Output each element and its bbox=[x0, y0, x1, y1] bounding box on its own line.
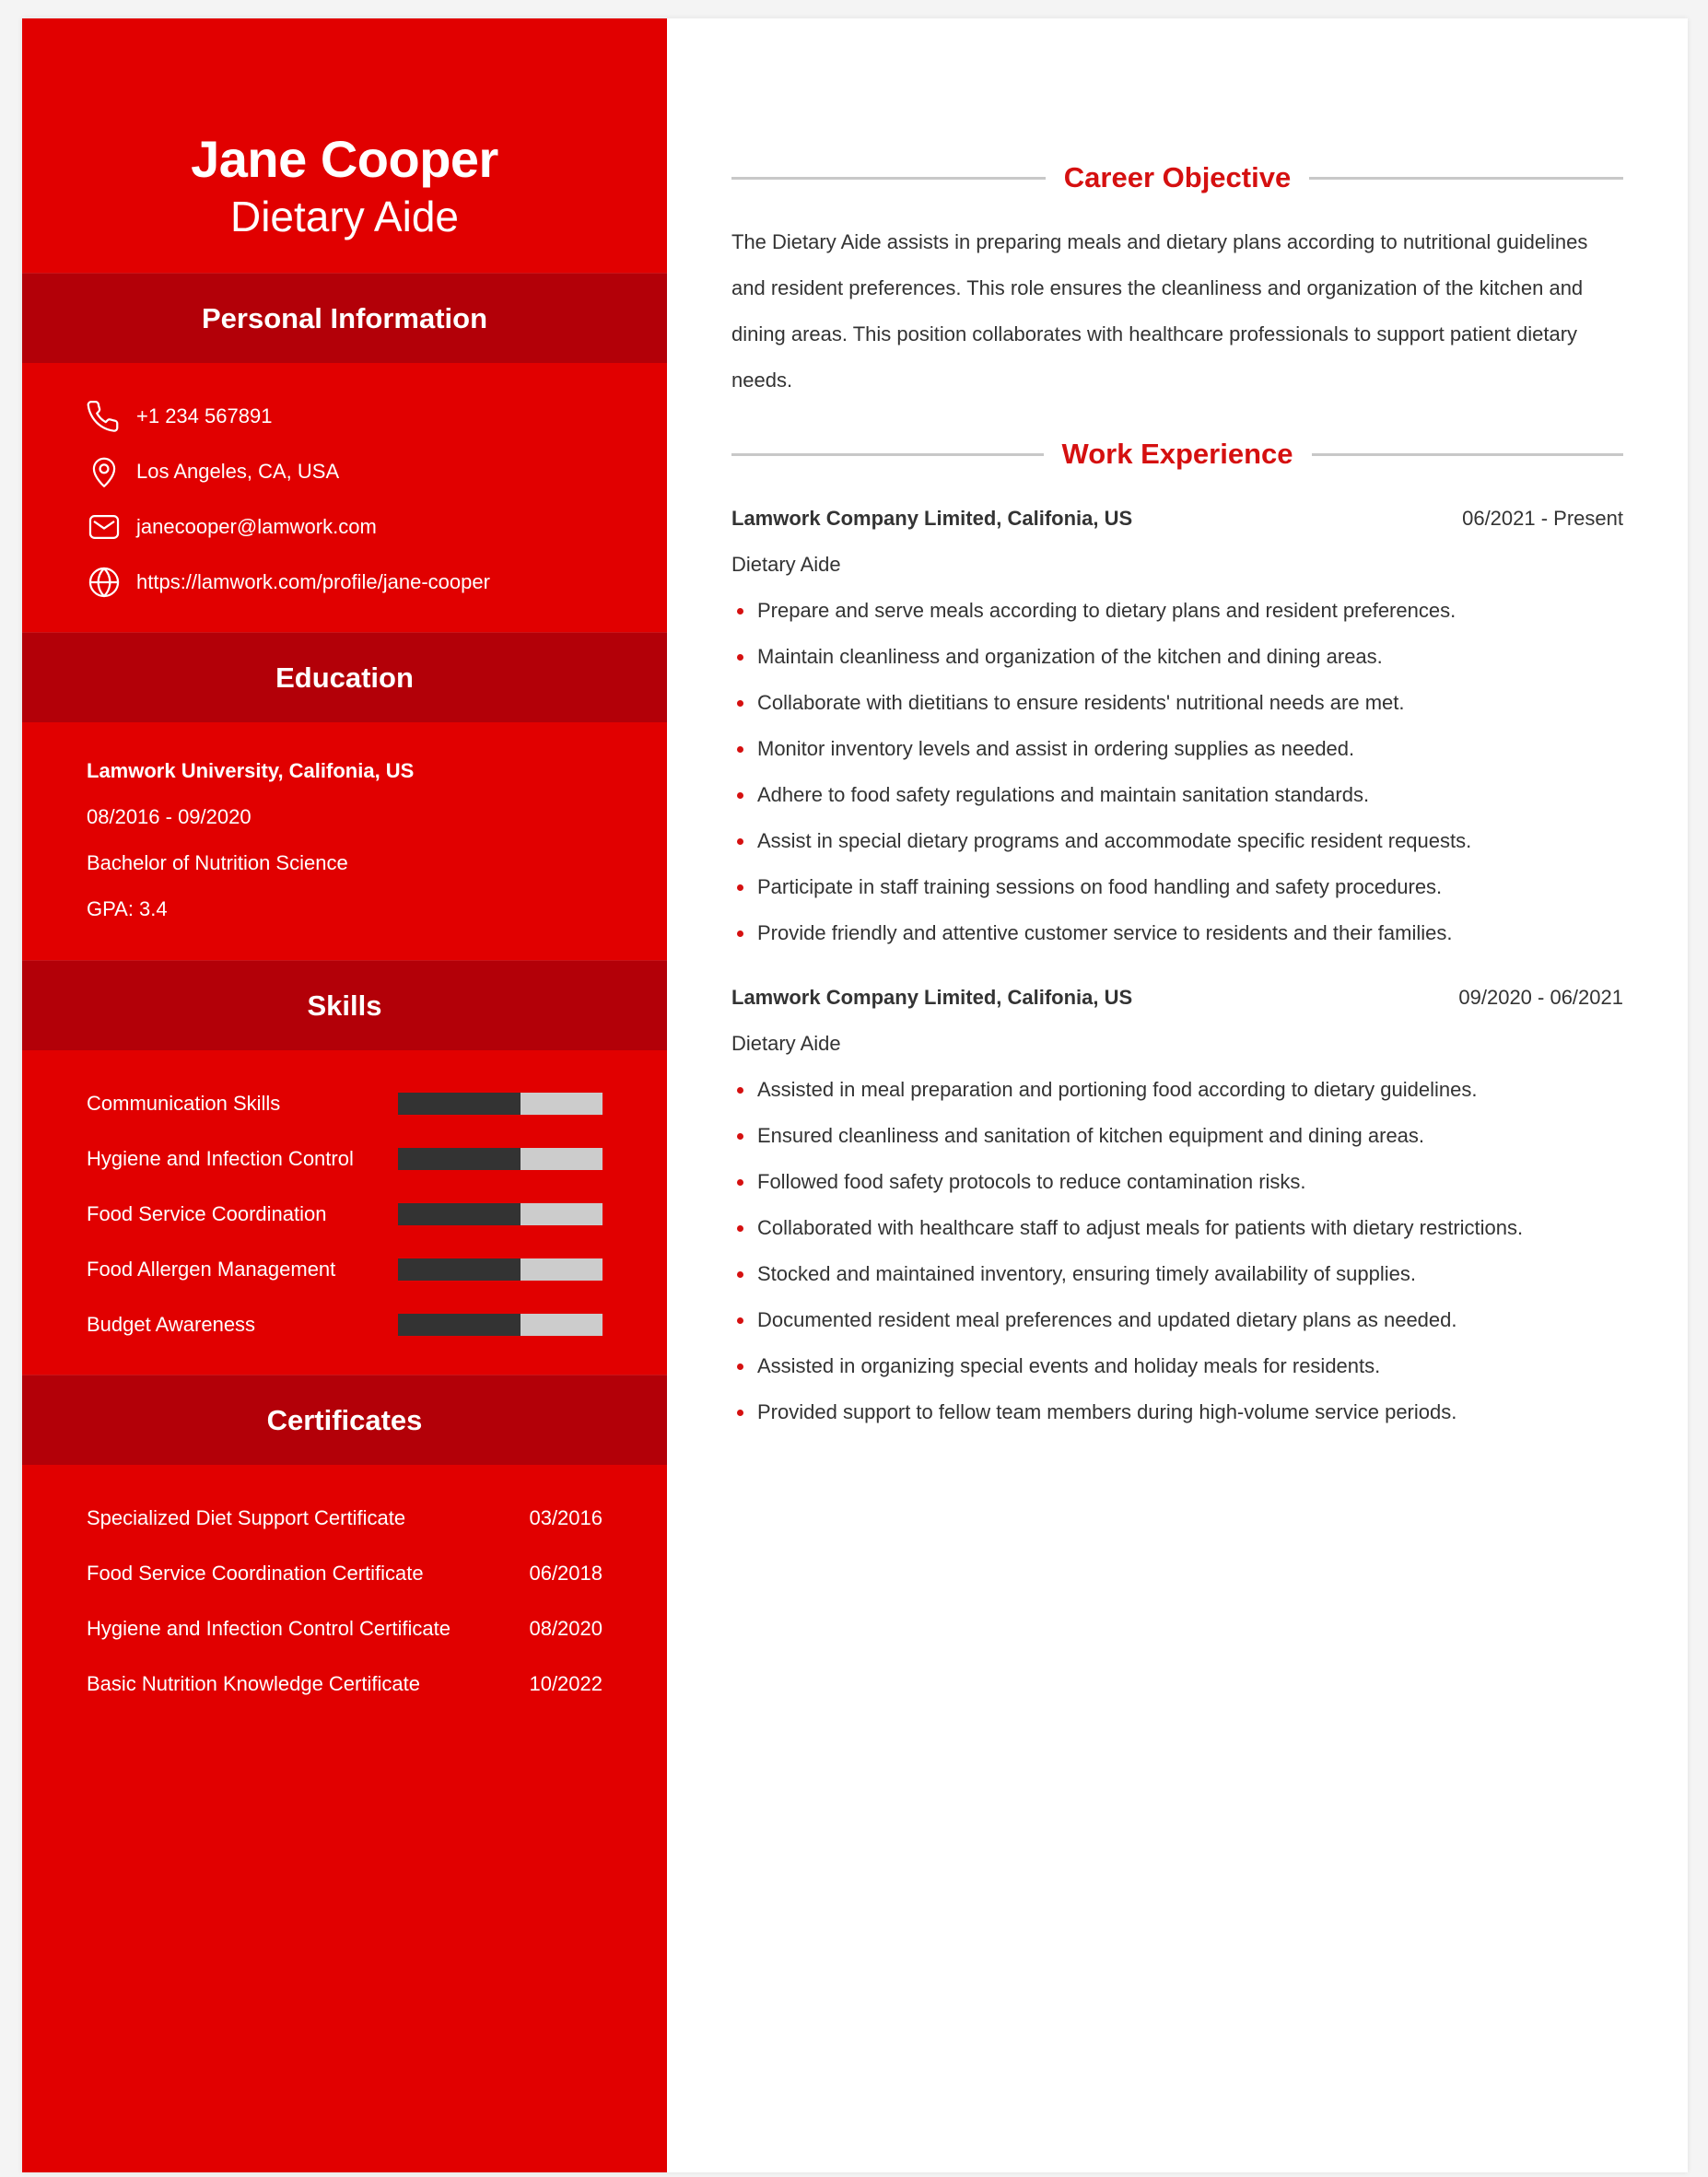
career-objective-heading bbox=[731, 155, 1623, 201]
divider bbox=[1312, 453, 1624, 456]
education-block bbox=[22, 722, 667, 960]
skill-bar-fill bbox=[398, 1148, 521, 1170]
skill-bar-fill bbox=[398, 1203, 521, 1225]
candidate-title: Dietary Aide bbox=[229, 193, 459, 240]
duty-item: Assisted in meal preparation and portioning food according to dietary guidelines. bbox=[731, 1067, 1623, 1113]
location-text: Los Angeles, CA, USA bbox=[136, 460, 340, 483]
skill-bar bbox=[398, 1203, 602, 1225]
job-header bbox=[731, 496, 1623, 542]
section-title: Work Experience bbox=[1061, 438, 1293, 470]
location-pin-icon bbox=[87, 454, 122, 489]
duty-item: Provided support to fellow team members during high-volume service periods. bbox=[731, 1389, 1623, 1435]
duty-item: Followed food safety protocols to reduce contamination risks. bbox=[731, 1159, 1623, 1205]
contact-email bbox=[87, 499, 667, 555]
contact-website bbox=[87, 555, 667, 610]
certificate-name: Basic Nutrition Knowledge Certificate bbox=[87, 1672, 420, 1695]
job-duties bbox=[731, 588, 1623, 956]
certificate-item bbox=[87, 1656, 602, 1712]
career-objective-text: The Dietary Aide assists in preparing meals and dietary plans according to nutritional guidelines and resident preferences. This role ensures the cleanliness and organization of the kitchen and dining areas. This position collaborates with healthcare professionals to support patient dietary needs. bbox=[731, 230, 1588, 392]
duty-item: Collaborated with healthcare staff to adjust meals for patients with dietary restrictions. bbox=[731, 1205, 1623, 1251]
certificate-name: Food Service Coordination Certificate bbox=[87, 1562, 424, 1585]
skill-bar bbox=[398, 1093, 602, 1115]
duty-item: Maintain cleanliness and organization of the kitchen and dining areas. bbox=[731, 634, 1623, 680]
education-heading: Education bbox=[22, 632, 667, 722]
certificate-date: 06/2018 bbox=[529, 1562, 602, 1585]
education-school: Lamwork University, Califonia, US bbox=[87, 759, 415, 782]
skill-item bbox=[87, 1297, 602, 1352]
job-entry bbox=[731, 975, 1623, 1435]
duty-item: Assisted in organizing special events and holiday meals for residents. bbox=[731, 1343, 1623, 1389]
duty-item: Monitor inventory levels and assist in ordering supplies as needed. bbox=[731, 726, 1623, 772]
duty-item: Stocked and maintained inventory, ensuring timely availability of supplies. bbox=[731, 1251, 1623, 1297]
globe-icon bbox=[87, 565, 122, 600]
website-link[interactable]: https://lamwork.com/profile/jane-cooper bbox=[136, 570, 490, 593]
duty-item: Participate in staff training sessions on food handling and safety procedures. bbox=[731, 864, 1623, 910]
name-block bbox=[22, 18, 667, 273]
contact-location bbox=[87, 444, 667, 499]
duty-item: Assist in special dietary programs and accommodate specific resident requests. bbox=[731, 818, 1623, 864]
section-title: Career Objective bbox=[1063, 161, 1292, 193]
duty-item: Adhere to food safety regulations and maintain sanitation standards. bbox=[731, 772, 1623, 818]
skill-bar bbox=[398, 1314, 602, 1336]
divider bbox=[731, 453, 1044, 456]
education-gpa: GPA: 3.4 bbox=[87, 897, 168, 920]
skill-item bbox=[87, 1187, 602, 1242]
skill-name: Food Service Coordination bbox=[87, 1202, 327, 1225]
skill-bar-fill bbox=[398, 1314, 521, 1336]
divider bbox=[731, 177, 1046, 180]
certificates-heading: Certificates bbox=[22, 1375, 667, 1465]
duty-item: Collaborate with dietitians to ensure residents' nutritional needs are met. bbox=[731, 680, 1623, 726]
phone-text: +1 234 567891 bbox=[136, 404, 273, 427]
skills-list bbox=[22, 1050, 667, 1375]
mail-icon bbox=[87, 509, 122, 544]
education-dates: 08/2016 - 09/2020 bbox=[87, 805, 252, 828]
job-entry bbox=[731, 496, 1623, 956]
certificate-item bbox=[87, 1546, 602, 1601]
skill-item bbox=[87, 1242, 602, 1297]
candidate-name: Jane Cooper bbox=[191, 130, 498, 188]
certificate-date: 03/2016 bbox=[529, 1506, 602, 1529]
job-dates: 06/2021 - Present bbox=[1462, 507, 1623, 530]
skill-bar bbox=[398, 1258, 602, 1281]
divider bbox=[1309, 177, 1623, 180]
skill-item bbox=[87, 1076, 602, 1131]
certificate-date: 08/2020 bbox=[529, 1617, 602, 1640]
skill-bar-fill bbox=[398, 1258, 521, 1281]
certificate-name: Hygiene and Infection Control Certificate bbox=[87, 1617, 450, 1640]
certificates-list bbox=[22, 1465, 667, 1734]
job-duties bbox=[731, 1067, 1623, 1435]
main-content bbox=[731, 18, 1623, 1435]
skill-bar bbox=[398, 1148, 602, 1170]
email-text[interactable]: janecooper@lamwork.com bbox=[136, 515, 377, 538]
education-degree: Bachelor of Nutrition Science bbox=[87, 851, 348, 874]
job-role: Dietary Aide bbox=[731, 1032, 841, 1055]
certificate-item bbox=[87, 1601, 602, 1656]
job-role: Dietary Aide bbox=[731, 553, 841, 576]
skills-heading: Skills bbox=[22, 960, 667, 1050]
personal-info-heading: Personal Information bbox=[22, 273, 667, 363]
certificate-name: Specialized Diet Support Certificate bbox=[87, 1506, 406, 1529]
job-header bbox=[731, 975, 1623, 1021]
sidebar bbox=[22, 18, 667, 2172]
job-company: Lamwork Company Limited, Califonia, US bbox=[731, 986, 1133, 1009]
skill-name: Hygiene and Infection Control bbox=[87, 1147, 354, 1170]
contact-phone bbox=[87, 389, 667, 444]
job-dates: 09/2020 - 06/2021 bbox=[1458, 986, 1623, 1009]
skill-item bbox=[87, 1131, 602, 1187]
certificate-date: 10/2022 bbox=[529, 1672, 602, 1695]
skill-bar-fill bbox=[398, 1093, 521, 1115]
work-experience-heading bbox=[731, 431, 1623, 477]
certificate-item bbox=[87, 1491, 602, 1546]
phone-icon bbox=[87, 399, 122, 434]
resume-page bbox=[22, 18, 1688, 2172]
skill-name: Food Allergen Management bbox=[87, 1258, 336, 1281]
duty-item: Provide friendly and attentive customer service to residents and their families. bbox=[731, 910, 1623, 956]
skill-name: Communication Skills bbox=[87, 1092, 281, 1115]
duty-item: Documented resident meal preferences and updated dietary plans as needed. bbox=[731, 1297, 1623, 1343]
duty-item: Prepare and serve meals according to dietary plans and resident preferences. bbox=[731, 588, 1623, 634]
job-company: Lamwork Company Limited, Califonia, US bbox=[731, 507, 1133, 530]
duty-item: Ensured cleanliness and sanitation of kitchen equipment and dining areas. bbox=[731, 1113, 1623, 1159]
contact-list bbox=[22, 363, 667, 632]
skill-name: Budget Awareness bbox=[87, 1313, 256, 1336]
